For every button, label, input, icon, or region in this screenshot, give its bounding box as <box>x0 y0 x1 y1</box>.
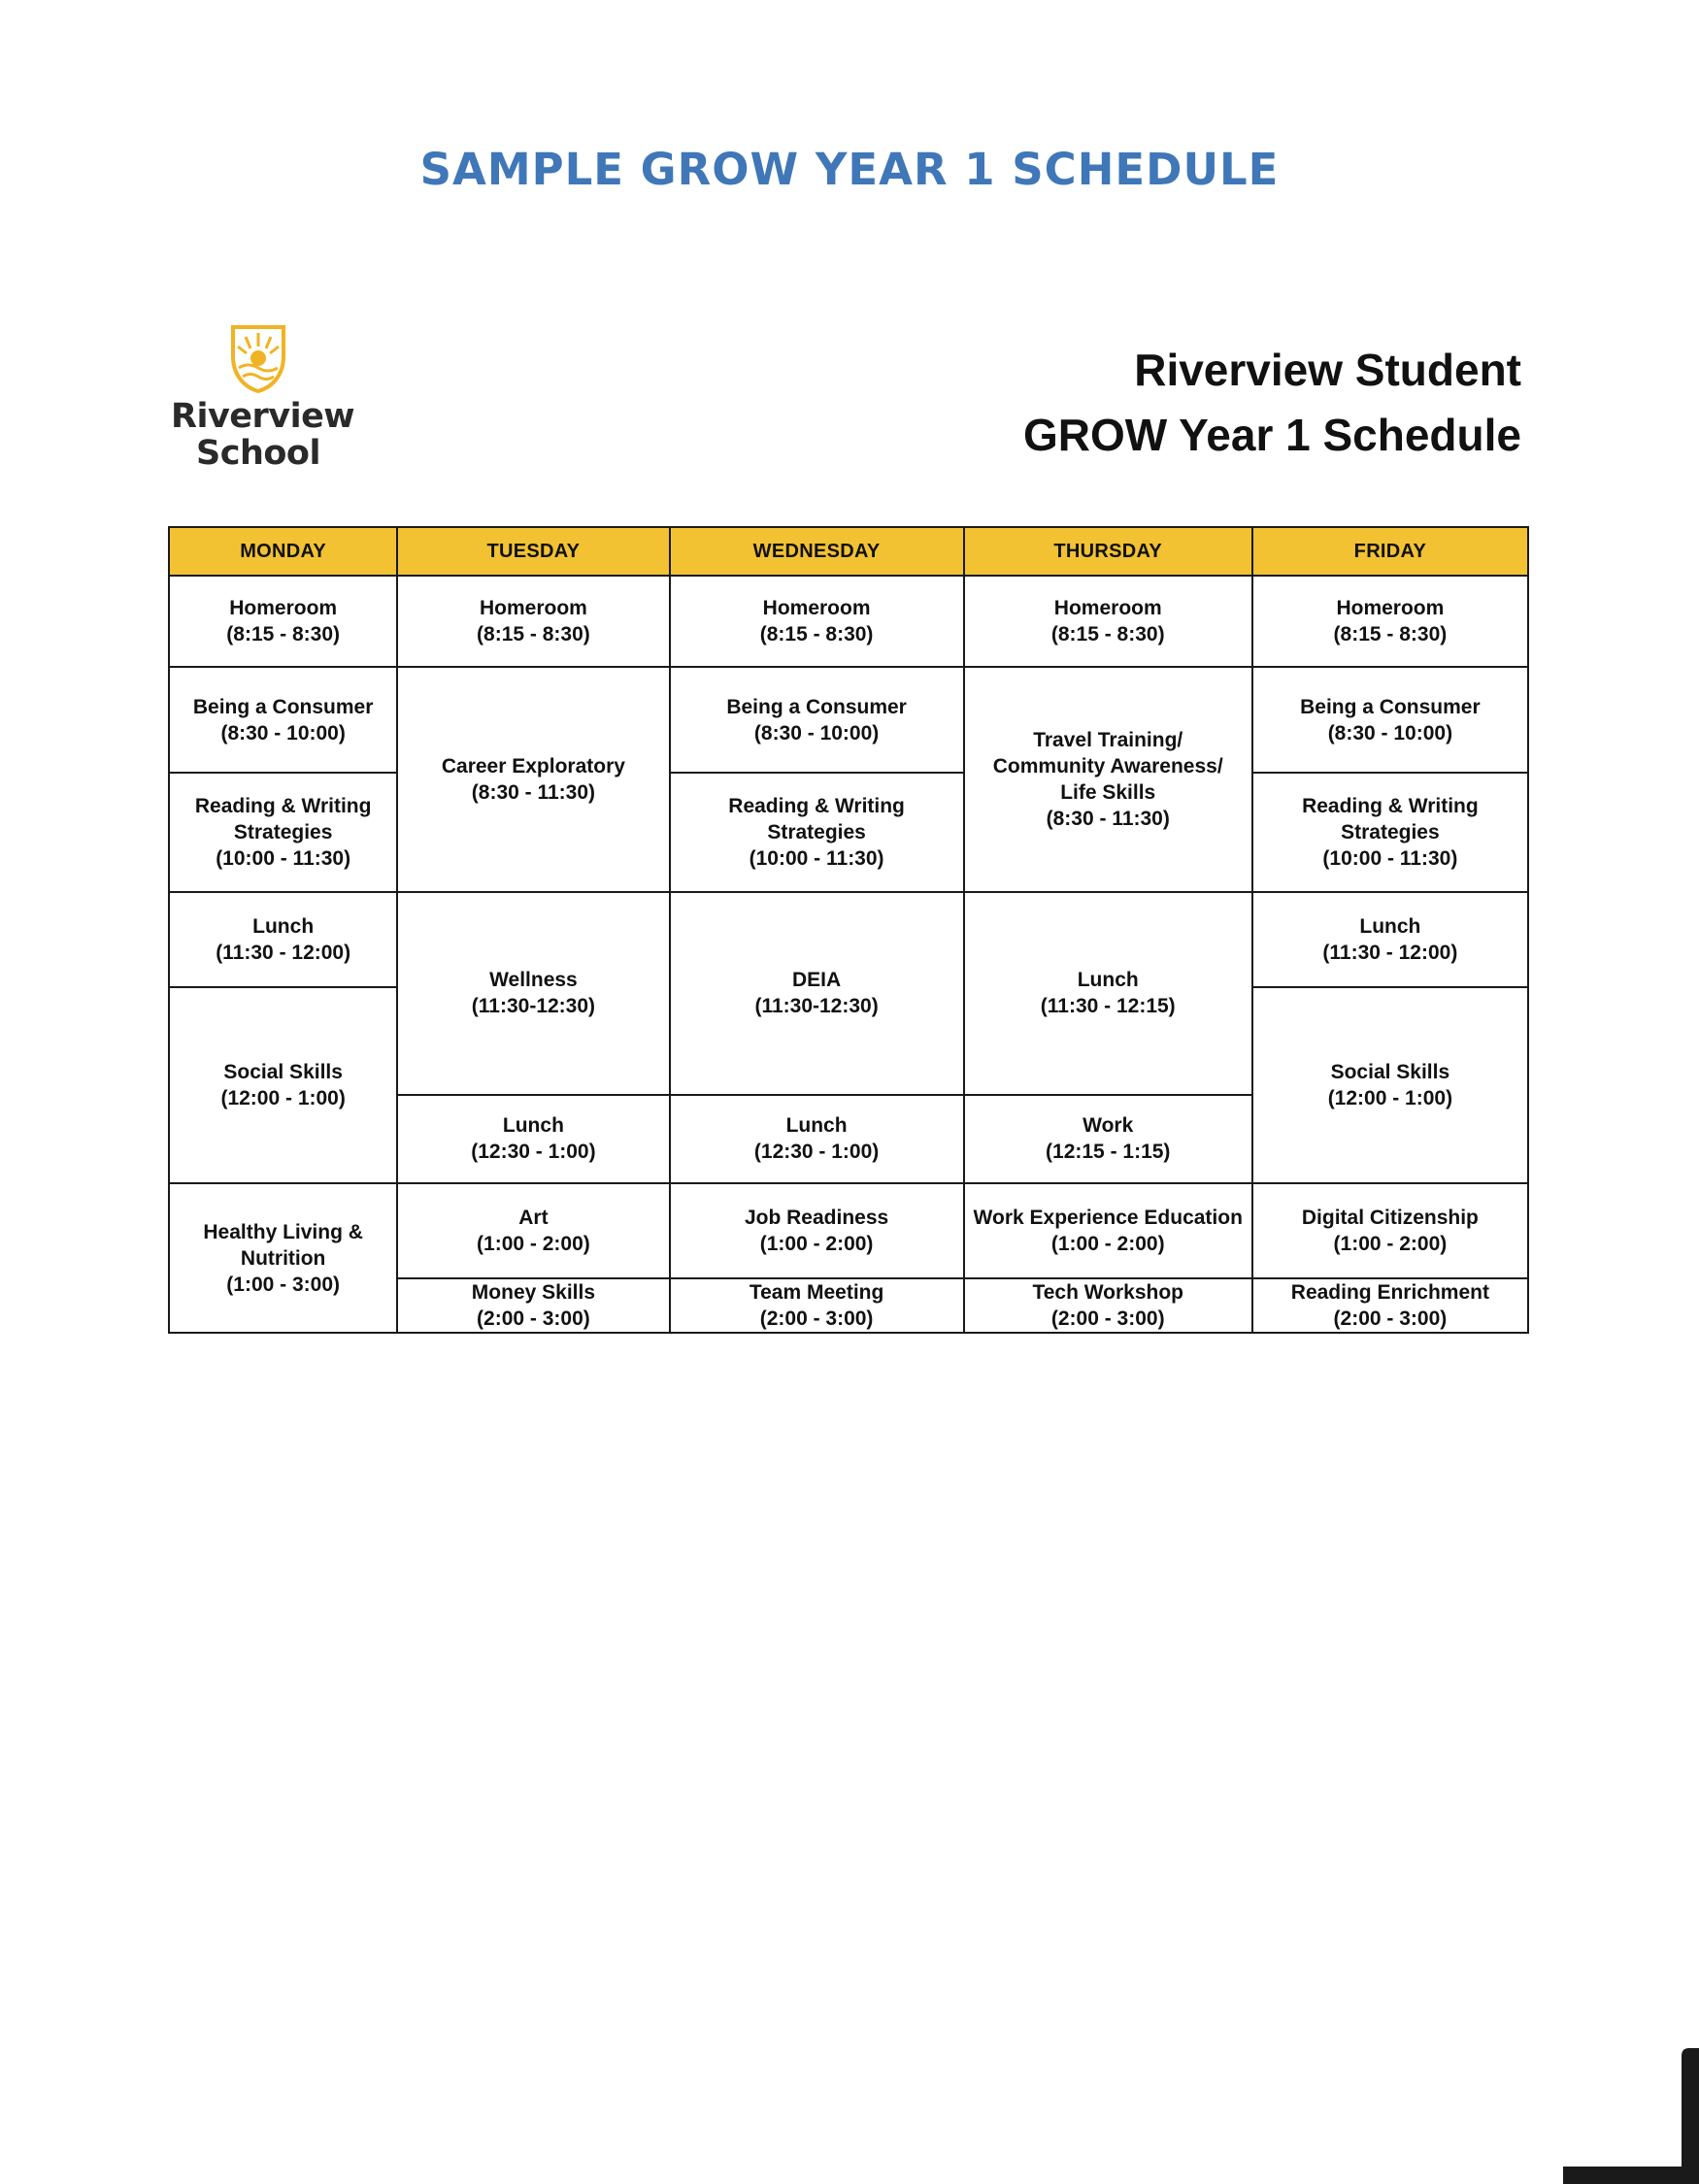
day-header-tuesday: TUESDAY <box>398 528 670 577</box>
schedule-cell-friday-consumer: Being a Consumer (8:30 - 10:00) <box>1253 668 1527 774</box>
schedule-cell-tuesday-career: Career Exploratory (8:30 - 11:30) <box>398 668 670 893</box>
logo-text-riverview: Riverview <box>171 397 355 436</box>
schedule-cell-wednesday-homeroom: Homeroom (8:15 - 8:30) <box>671 577 965 668</box>
schedule-cell-monday-social: Social Skills (12:00 - 1:00) <box>170 988 398 1185</box>
schedule-cell-tuesday-homeroom: Homeroom (8:15 - 8:30) <box>398 577 670 668</box>
schedule-cell-friday-reading: Reading & Writing Strategies (10:00 - 11:30) <box>1253 774 1527 893</box>
schedule-cell-monday-consumer: Being a Consumer (8:30 - 10:00) <box>170 668 398 774</box>
schedule-cell-friday-homeroom: Homeroom (8:15 - 8:30) <box>1253 577 1527 668</box>
schedule-cell-wednesday-job: Job Readiness (1:00 - 2:00) <box>671 1184 965 1279</box>
schedule-cell-wednesday-deia: DEIA (11:30-12:30) <box>671 893 965 1096</box>
schedule-cell-monday-homeroom: Homeroom (8:15 - 8:30) <box>170 577 398 668</box>
schedule-cell-tuesday-art: Art (1:00 - 2:00) <box>398 1184 670 1279</box>
schedule-cell-wednesday-lunch: Lunch (12:30 - 1:00) <box>671 1096 965 1185</box>
schedule-cell-friday-reading-enrichment: Reading Enrichment (2:00 - 3:00) <box>1290 1281 1489 1330</box>
schedule-cell-wednesday-consumer: Being a Consumer (8:30 - 10:00) <box>671 668 965 774</box>
page-heading: SAMPLE GROW YEAR 1 SCHEDULE <box>419 144 1280 195</box>
schedule-cell-tuesday-wellness: Wellness (11:30-12:30) <box>398 893 670 1096</box>
schedule-cell-wednesday-team: Team Meeting (2:00 - 3:00) <box>671 1279 965 1332</box>
schedule-cell-friday-social: Social Skills (12:00 - 1:00) <box>1253 988 1527 1185</box>
schedule-cell-thursday-lunch: Lunch (11:30 - 12:15) <box>965 893 1253 1096</box>
day-header-monday: MONDAY <box>170 528 398 577</box>
schedule-cell-thursday-workexp: Work Experience Education (1:00 - 2:00) <box>965 1184 1253 1279</box>
document-title <box>1023 338 1521 468</box>
corner-bracket-icon <box>1563 2048 1699 2184</box>
schedule-cell-monday-lunch: Lunch (11:30 - 12:00) <box>170 893 398 988</box>
schedule-cell-thursday-tech: Tech Workshop (2:00 - 3:00) <box>965 1279 1253 1332</box>
schedule-cell-thursday-homeroom: Homeroom (8:15 - 8:30) <box>965 577 1253 668</box>
day-header-thursday: THURSDAY <box>965 528 1253 577</box>
day-header-friday: FRIDAY <box>1253 528 1527 577</box>
schedule-cell-friday-lunch: Lunch (11:30 - 12:00) <box>1253 893 1527 988</box>
schedule-cell-thursday-travel: Travel Training/ Community Awareness/ Life Skills (8:30 - 11:30) <box>965 668 1253 893</box>
sunrise-shield-icon <box>229 323 287 393</box>
day-header-wednesday: WEDNESDAY <box>671 528 965 577</box>
schedule-cell-friday-digital: Digital Citizenship (1:00 - 2:00) <box>1253 1184 1527 1279</box>
schedule-cell-tuesday-money: Money Skills (2:00 - 3:00) <box>398 1279 670 1332</box>
school-logo <box>165 323 355 479</box>
schedule-cell-monday-reading: Reading & Writing Strategies (10:00 - 11:30) <box>170 774 398 893</box>
title-line-1: Riverview Student <box>1134 345 1521 395</box>
schedule-cell-monday-healthy: Healthy Living & Nutrition (1:00 - 3:00) <box>170 1184 398 1332</box>
logo-text-school: School <box>196 434 320 473</box>
title-line-2: GROW Year 1 Schedule <box>1022 410 1521 460</box>
schedule-cell-wednesday-reading: Reading & Writing Strategies (10:00 - 11:30) <box>671 774 965 893</box>
schedule-cell-thursday-work: Work (12:15 - 1:15) <box>965 1096 1253 1185</box>
schedule-table <box>168 526 1529 1334</box>
schedule-cell-tuesday-lunch: Lunch (12:30 - 1:00) <box>398 1096 670 1185</box>
